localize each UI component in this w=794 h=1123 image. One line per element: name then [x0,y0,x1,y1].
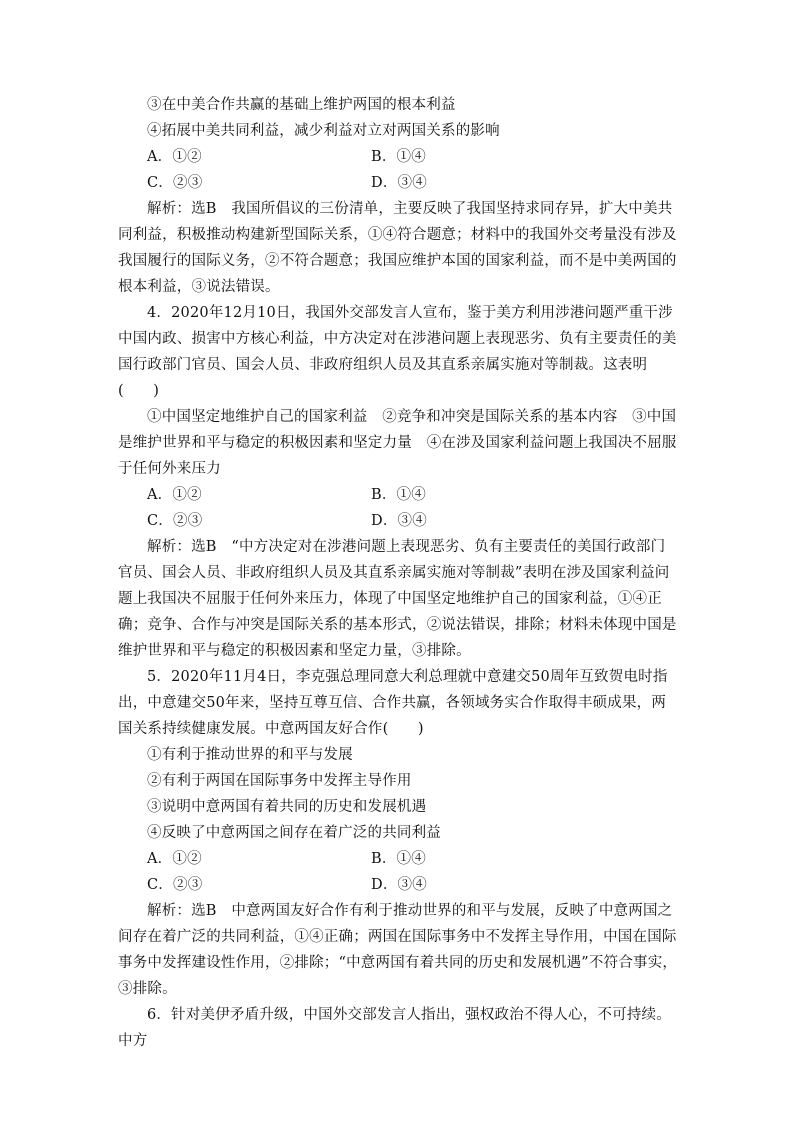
q3-item-4: ④拓展中美共同利益，减少利益对立对两国关系的影响 [147,123,500,139]
q3-analysis: 解析：选B 我国所倡议的三份清单，主要反映了我国坚持求同存异，扩大中美共同利益，积极推动构建新型国际关系，①④符合题意；材料中的我国外交考量没有涉及我国履行的国际义务，②不符合题意；我国应维护本国的国家利益，而不是中美两国的根本利益，③说法错误。 [118,201,677,295]
q4-option-b: B．①④ [371,487,426,503]
q5-item-2: ②有利于两国在国际事务中发挥主导作用 [147,773,412,789]
q5-options-row-1 [118,846,678,872]
q3-option-a: A．①② [147,149,202,165]
q5-options-row-2 [118,872,678,898]
q5-option-d: D．③④ [371,877,427,893]
q4-option-d: D．③④ [371,513,427,529]
q4-options-row-1 [118,482,678,508]
q4-options-row-2 [118,508,678,534]
q5-item-1: ①有利于推动世界的和平与发展 [147,747,353,763]
q3-option-b: B．①④ [371,149,426,165]
q5-option-c: C．②③ [147,877,203,893]
q5-analysis: 解析：选B 中意两国友好合作有利于推动世界的和平与发展，反映了中意两国之间存在着广泛的共同利益，①④正确；两国在国际事务中不发挥主导作用，中国在国际事务中发挥建设性作用，②排除；“中意两国有着共同的历史和发展机遇”不符合事实，③排除。 [118,903,678,997]
q3-options-row-2 [118,170,678,196]
q3-item-3: ③在中美合作共赢的基础上维护两国的根本利益 [147,97,456,113]
q4-option-a: A．①② [147,487,202,503]
q5-item-4: ④反映了中意两国之间存在着广泛的共同利益 [147,825,441,841]
q4-analysis: 解析：选B “中方决定对在涉港问题上表现恶劣、负有主要责任的美国行政部门官员、国会人员、非政府组织人员及其直系亲属实施对等制裁”表明在涉及国家利益问题上我国决不屈服于任何外来压力，体现了中国坚定地维护自己的国家利益，①④正确；竞争、合作与冲突是国际关系的基本形式，②说法错误，排除；材料未体现中国是维护世界和平与稳定的积极因素和坚定力量，③排除。 [118,539,677,659]
q5-option-a: A．①② [147,851,202,867]
q3-option-d: D．③④ [371,175,427,191]
q5-stem: 5．2020年11月4日，李克强总理同意大利总理就中意建交50周年互致贺电时指出，中意建交50年来，坚持互尊互信、合作共赢，各领域务实合作取得丰硕成果，两国关系持续健康发展。中意两国友好合作( ) [118,669,668,737]
q4-items: ①中国坚定地维护自己的国家利益 ②竞争和冲突是国际关系的基本内容 ③中国是维护世界和平与稳定的积极因素和坚定力量 ④在涉及国家利益问题上我国决不屈服于任何外来压力 [118,409,677,477]
q4-option-c: C．②③ [147,513,203,529]
q3-options-row-1 [118,144,678,170]
q5-option-b: B．①④ [371,851,426,867]
q3-option-c: C．②③ [147,175,203,191]
q4-stem: 4．2020年12月10日，我国外交部发言人宣布，鉴于美方利用涉港问题严重干涉中国内政、损害中方核心利益，中方决定对在涉港问题上表现恶劣、负有主要责任的美国行政部门官员、国会人员、非政府组织人员及其直系亲属实施对等制裁。这表明( ) [118,305,677,399]
q6-stem: 6．针对美伊矛盾升级，中国外交部发言人指出，强权政治不得人心，不可持续。中方 [118,1007,671,1049]
q5-item-3: ③说明中意两国有着共同的历史和发展机遇 [147,799,427,815]
document-body [118,92,678,1054]
